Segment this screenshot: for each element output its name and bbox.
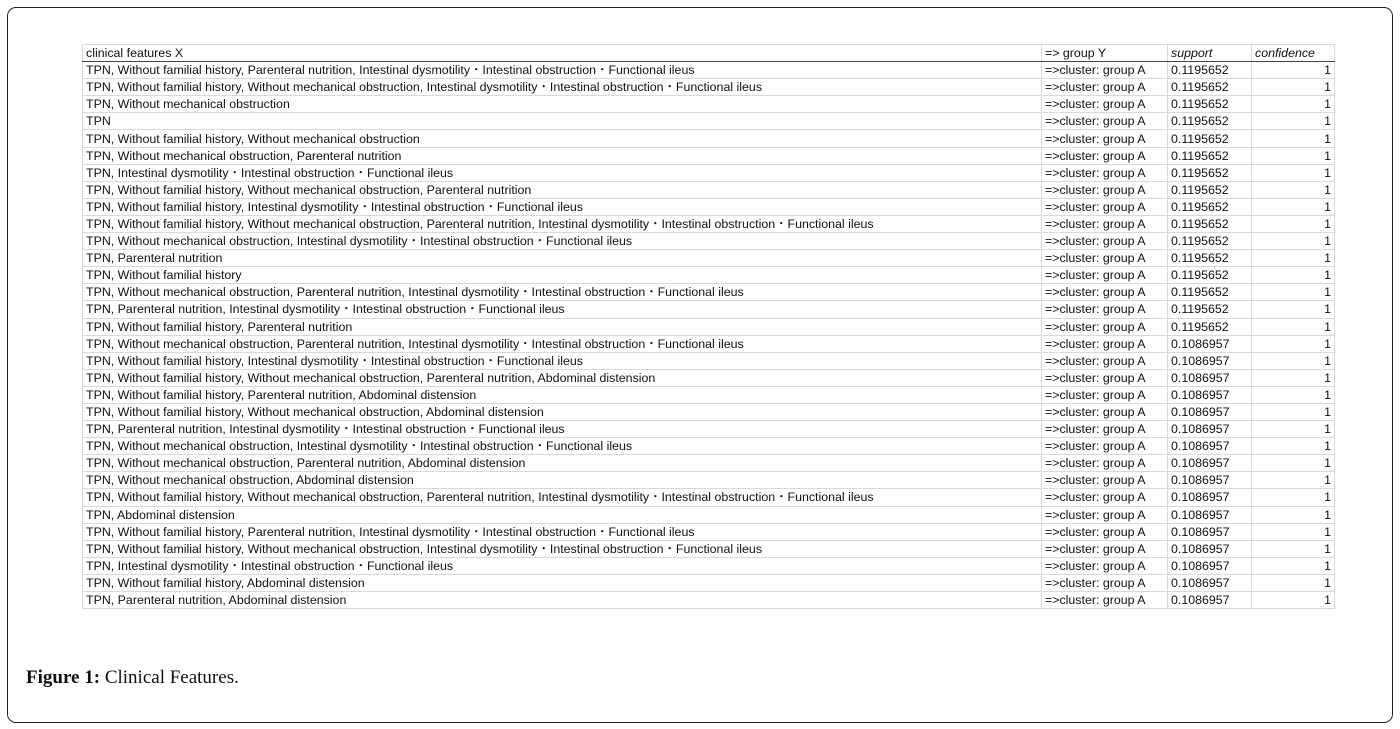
table-row — [83, 557, 1335, 574]
cell-confidence: 1 — [1252, 574, 1335, 591]
cell-group-y: =>cluster: group A — [1042, 335, 1168, 352]
cell-clinical-features: TPN, Without familial history, Intestinal dysmotility・Intestinal obstruction・Functional ileus — [83, 352, 1042, 369]
cell-confidence: 1 — [1252, 421, 1335, 438]
cell-clinical-features: TPN, Without familial history, Parenteral nutrition, Intestinal dysmotility・Intestinal obstruction・Functional ileus — [83, 62, 1042, 79]
cell-clinical-features: TPN — [83, 113, 1042, 130]
cell-clinical-features: TPN, Parenteral nutrition — [83, 250, 1042, 267]
cell-confidence: 1 — [1252, 318, 1335, 335]
cell-confidence: 1 — [1252, 96, 1335, 113]
figure-caption — [26, 667, 239, 689]
cell-clinical-features: TPN, Without familial history, Abdominal distension — [83, 574, 1042, 591]
table-row — [83, 352, 1335, 369]
cell-clinical-features: TPN, Without familial history, Parenteral nutrition — [83, 318, 1042, 335]
cell-group-y: =>cluster: group A — [1042, 574, 1168, 591]
cell-group-y: =>cluster: group A — [1042, 386, 1168, 403]
cell-group-y: =>cluster: group A — [1042, 369, 1168, 386]
cell-confidence: 1 — [1252, 181, 1335, 198]
cell-clinical-features: TPN, Without familial history, Without mechanical obstruction, Intestinal dysmotility・Intestinal obstruction・Functional ileus — [83, 540, 1042, 557]
table-row — [83, 506, 1335, 523]
table-row — [83, 267, 1335, 284]
cell-clinical-features: TPN, Intestinal dysmotility・Intestinal obstruction・Functional ileus — [83, 557, 1042, 574]
cell-group-y: =>cluster: group A — [1042, 79, 1168, 96]
cell-support: 0.1086957 — [1168, 489, 1252, 506]
cell-confidence: 1 — [1252, 233, 1335, 250]
cell-confidence: 1 — [1252, 113, 1335, 130]
cell-confidence: 1 — [1252, 352, 1335, 369]
cell-clinical-features: TPN, Without familial history, Parenteral nutrition, Intestinal dysmotility・Intestinal obstruction・Functional ileus — [83, 523, 1042, 540]
cell-group-y: =>cluster: group A — [1042, 403, 1168, 420]
cell-group-y: =>cluster: group A — [1042, 523, 1168, 540]
cell-confidence: 1 — [1252, 369, 1335, 386]
cell-clinical-features: TPN, Intestinal dysmotility・Intestinal obstruction・Functional ileus — [83, 164, 1042, 181]
table-row — [83, 233, 1335, 250]
cell-group-y: =>cluster: group A — [1042, 438, 1168, 455]
cell-confidence: 1 — [1252, 506, 1335, 523]
table-row — [83, 96, 1335, 113]
table-row — [83, 164, 1335, 181]
table-row — [83, 574, 1335, 591]
cell-confidence: 1 — [1252, 540, 1335, 557]
cell-clinical-features: TPN, Without mechanical obstruction, Parenteral nutrition, Intestinal dysmotility・Intestinal obstruction・Functional ileus — [83, 284, 1042, 301]
cell-clinical-features: TPN, Without mechanical obstruction, Parenteral nutrition, Intestinal dysmotility・Intestinal obstruction・Functional ileus — [83, 335, 1042, 352]
table-row — [83, 284, 1335, 301]
cell-confidence: 1 — [1252, 386, 1335, 403]
cell-clinical-features: TPN, Without familial history, Without mechanical obstruction — [83, 130, 1042, 147]
cell-support: 0.1086957 — [1168, 523, 1252, 540]
cell-clinical-features: TPN, Without mechanical obstruction, Intestinal dysmotility・Intestinal obstruction・Functional ileus — [83, 438, 1042, 455]
cell-support: 0.1086957 — [1168, 574, 1252, 591]
cell-clinical-features: TPN, Without familial history, Intestinal dysmotility・Intestinal obstruction・Functional ileus — [83, 198, 1042, 215]
cell-support: 0.1086957 — [1168, 335, 1252, 352]
cell-clinical-features: TPN, Abdominal distension — [83, 506, 1042, 523]
table-row — [83, 147, 1335, 164]
table-row — [83, 472, 1335, 489]
cell-clinical-features: TPN, Without familial history, Parenteral nutrition, Abdominal distension — [83, 386, 1042, 403]
table-row — [83, 489, 1335, 506]
cell-clinical-features: TPN, Without familial history — [83, 267, 1042, 284]
cell-group-y: =>cluster: group A — [1042, 96, 1168, 113]
cell-confidence: 1 — [1252, 403, 1335, 420]
cell-group-y: =>cluster: group A — [1042, 352, 1168, 369]
cell-clinical-features: TPN, Without familial history, Without mechanical obstruction, Parenteral nutrition — [83, 181, 1042, 198]
cell-support: 0.1195652 — [1168, 79, 1252, 96]
cell-support: 0.1086957 — [1168, 352, 1252, 369]
cell-group-y: =>cluster: group A — [1042, 62, 1168, 79]
cell-confidence: 1 — [1252, 62, 1335, 79]
header-clinical-features: clinical features X — [83, 45, 1042, 62]
cell-confidence: 1 — [1252, 147, 1335, 164]
cell-clinical-features: TPN, Without familial history, Without mechanical obstruction, Parenteral nutrition, Intestinal dysmotility・Intestinal obstruction・Functional ileus — [83, 215, 1042, 232]
table-row — [83, 592, 1335, 609]
cell-group-y: =>cluster: group A — [1042, 250, 1168, 267]
cell-confidence: 1 — [1252, 284, 1335, 301]
cell-support: 0.1195652 — [1168, 267, 1252, 284]
table-row — [83, 215, 1335, 232]
cell-support: 0.1086957 — [1168, 455, 1252, 472]
table-row — [83, 455, 1335, 472]
table-row — [83, 335, 1335, 352]
cell-group-y: =>cluster: group A — [1042, 215, 1168, 232]
cell-support: 0.1195652 — [1168, 147, 1252, 164]
cell-group-y: =>cluster: group A — [1042, 592, 1168, 609]
cell-support: 0.1195652 — [1168, 250, 1252, 267]
cell-support: 0.1195652 — [1168, 96, 1252, 113]
cell-clinical-features: TPN, Without familial history, Without mechanical obstruction, Parenteral nutrition, Abdominal distension — [83, 369, 1042, 386]
cell-group-y: =>cluster: group A — [1042, 147, 1168, 164]
table-row — [83, 113, 1335, 130]
table-row — [83, 301, 1335, 318]
cell-clinical-features: TPN, Parenteral nutrition, Abdominal distension — [83, 592, 1042, 609]
table-row — [83, 540, 1335, 557]
cell-confidence: 1 — [1252, 267, 1335, 284]
cell-support: 0.1195652 — [1168, 284, 1252, 301]
association-rules-table — [82, 44, 1335, 609]
cell-support: 0.1086957 — [1168, 506, 1252, 523]
cell-group-y: =>cluster: group A — [1042, 233, 1168, 250]
cell-support: 0.1086957 — [1168, 540, 1252, 557]
cell-group-y: =>cluster: group A — [1042, 301, 1168, 318]
table-row — [83, 250, 1335, 267]
cell-group-y: =>cluster: group A — [1042, 421, 1168, 438]
cell-confidence: 1 — [1252, 455, 1335, 472]
cell-support: 0.1195652 — [1168, 181, 1252, 198]
association-rules-table-wrap — [82, 44, 1335, 609]
cell-support: 0.1195652 — [1168, 198, 1252, 215]
cell-support: 0.1086957 — [1168, 403, 1252, 420]
cell-confidence: 1 — [1252, 523, 1335, 540]
cell-confidence: 1 — [1252, 438, 1335, 455]
cell-group-y: =>cluster: group A — [1042, 455, 1168, 472]
cell-group-y: =>cluster: group A — [1042, 506, 1168, 523]
cell-support: 0.1195652 — [1168, 233, 1252, 250]
cell-confidence: 1 — [1252, 472, 1335, 489]
table-row — [83, 369, 1335, 386]
cell-group-y: =>cluster: group A — [1042, 472, 1168, 489]
table-row — [83, 523, 1335, 540]
cell-support: 0.1086957 — [1168, 472, 1252, 489]
cell-support: 0.1195652 — [1168, 130, 1252, 147]
header-support: support — [1168, 45, 1252, 62]
cell-support: 0.1195652 — [1168, 318, 1252, 335]
cell-clinical-features: TPN, Without mechanical obstruction, Intestinal dysmotility・Intestinal obstruction・Functional ileus — [83, 233, 1042, 250]
table-row — [83, 130, 1335, 147]
cell-confidence: 1 — [1252, 557, 1335, 574]
header-confidence: confidence — [1252, 45, 1335, 62]
figure-caption-text: Clinical Features. — [100, 667, 239, 688]
cell-confidence: 1 — [1252, 79, 1335, 96]
table-row — [83, 198, 1335, 215]
cell-support: 0.1195652 — [1168, 62, 1252, 79]
cell-confidence: 1 — [1252, 250, 1335, 267]
table-header-row — [83, 45, 1335, 62]
cell-group-y: =>cluster: group A — [1042, 284, 1168, 301]
cell-group-y: =>cluster: group A — [1042, 540, 1168, 557]
cell-group-y: =>cluster: group A — [1042, 267, 1168, 284]
cell-group-y: =>cluster: group A — [1042, 181, 1168, 198]
cell-clinical-features: TPN, Without mechanical obstruction — [83, 96, 1042, 113]
cell-confidence: 1 — [1252, 130, 1335, 147]
table-row — [83, 181, 1335, 198]
figure-caption-label: Figure 1: — [26, 667, 101, 688]
header-group-y: => group Y — [1042, 45, 1168, 62]
cell-support: 0.1086957 — [1168, 421, 1252, 438]
table-row — [83, 386, 1335, 403]
cell-support: 0.1195652 — [1168, 215, 1252, 232]
cell-clinical-features: TPN, Without mechanical obstruction, Abdominal distension — [83, 472, 1042, 489]
cell-support: 0.1086957 — [1168, 557, 1252, 574]
cell-confidence: 1 — [1252, 489, 1335, 506]
cell-clinical-features: TPN, Parenteral nutrition, Intestinal dysmotility・Intestinal obstruction・Functional ileus — [83, 421, 1042, 438]
cell-clinical-features: TPN, Without familial history, Without mechanical obstruction, Abdominal distension — [83, 403, 1042, 420]
cell-group-y: =>cluster: group A — [1042, 318, 1168, 335]
table-row — [83, 403, 1335, 420]
cell-confidence: 1 — [1252, 301, 1335, 318]
table-body — [83, 62, 1335, 609]
cell-support: 0.1195652 — [1168, 113, 1252, 130]
cell-clinical-features: TPN, Without mechanical obstruction, Parenteral nutrition — [83, 147, 1042, 164]
cell-support: 0.1195652 — [1168, 301, 1252, 318]
cell-clinical-features: TPN, Parenteral nutrition, Intestinal dysmotility・Intestinal obstruction・Functional ileus — [83, 301, 1042, 318]
cell-support: 0.1195652 — [1168, 164, 1252, 181]
cell-support: 0.1086957 — [1168, 438, 1252, 455]
cell-confidence: 1 — [1252, 164, 1335, 181]
cell-support: 0.1086957 — [1168, 369, 1252, 386]
cell-confidence: 1 — [1252, 592, 1335, 609]
cell-support: 0.1086957 — [1168, 592, 1252, 609]
cell-group-y: =>cluster: group A — [1042, 557, 1168, 574]
cell-confidence: 1 — [1252, 198, 1335, 215]
cell-group-y: =>cluster: group A — [1042, 489, 1168, 506]
cell-group-y: =>cluster: group A — [1042, 198, 1168, 215]
cell-clinical-features: TPN, Without mechanical obstruction, Parenteral nutrition, Abdominal distension — [83, 455, 1042, 472]
table-row — [83, 318, 1335, 335]
cell-confidence: 1 — [1252, 335, 1335, 352]
table-row — [83, 79, 1335, 96]
cell-clinical-features: TPN, Without familial history, Without mechanical obstruction, Intestinal dysmotility・Intestinal obstruction・Functional ileus — [83, 79, 1042, 96]
cell-group-y: =>cluster: group A — [1042, 113, 1168, 130]
cell-group-y: =>cluster: group A — [1042, 164, 1168, 181]
figure-frame — [7, 7, 1393, 723]
cell-support: 0.1086957 — [1168, 386, 1252, 403]
cell-confidence: 1 — [1252, 215, 1335, 232]
cell-clinical-features: TPN, Without familial history, Without mechanical obstruction, Parenteral nutrition, Intestinal dysmotility・Intestinal obstruction・Functional ileus — [83, 489, 1042, 506]
table-row — [83, 62, 1335, 79]
table-row — [83, 421, 1335, 438]
table-row — [83, 438, 1335, 455]
cell-group-y: =>cluster: group A — [1042, 130, 1168, 147]
